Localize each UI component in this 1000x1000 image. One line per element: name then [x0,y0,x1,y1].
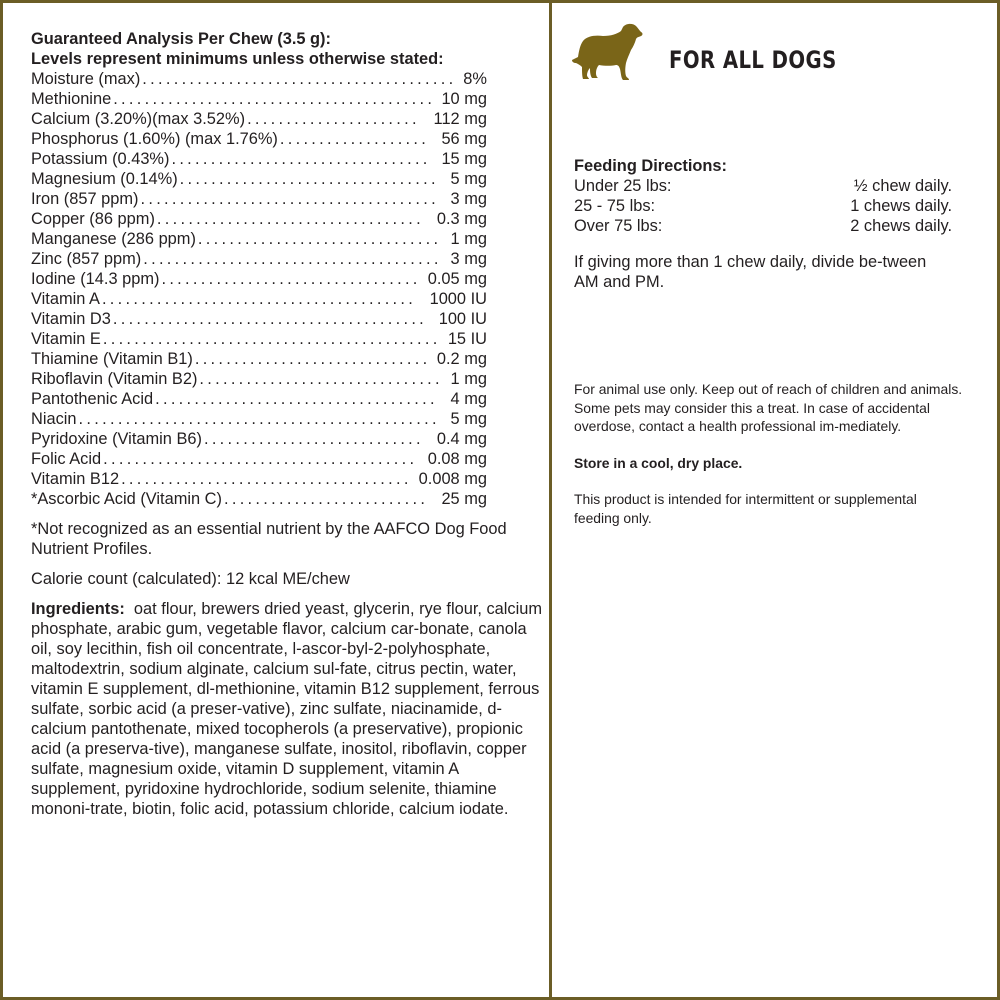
dot-leader: ................... [279,130,430,148]
intent-text: This product is intended for intermittent or supplemental feeding only. [574,491,917,526]
nutrient-label: Zinc (857 ppm) [31,250,142,268]
nutrient-value: 1000 IU [429,290,487,308]
nutrient-value: 5 mg [450,410,487,428]
analysis-row [31,69,487,89]
analysis-row [31,469,487,489]
nutrient-label: Phosphorus (1.60%) (max 1.76%) [31,130,278,148]
ingredients-label: Ingredients: [31,600,125,618]
analysis-row [31,189,487,209]
guaranteed-analysis-panel [31,29,546,819]
analysis-row [31,89,487,109]
nutrient-value: 0.08 mg [427,450,487,468]
dose: ½ chew daily. [853,177,952,195]
feeding-row [574,196,952,216]
nutrient-value: 15 mg [441,150,487,168]
feeding-note: If giving more than 1 chew daily, divide be-tween AM and PM. [574,253,927,291]
dot-leader: ........................................... [102,330,441,348]
analysis-row [31,109,487,129]
analysis-row [31,429,487,449]
nutrient-label: Pyridoxine (Vitamin B6) [31,430,202,448]
nutrient-value: 4 mg [450,390,487,408]
feeding-directions [574,156,952,292]
nutrient-value: 0.008 mg [418,470,487,488]
ingredients-block [31,599,546,819]
calorie-count: Calorie count (calculated): 12 kcal ME/chew [31,570,350,588]
analysis-row [31,169,487,189]
nutrient-label: Magnesium (0.14%) [31,170,178,188]
weight-range: 25 - 75 lbs: [574,197,656,215]
analysis-row [31,369,487,389]
analysis-row [31,409,487,429]
analysis-row [31,309,487,329]
nutrient-value: 100 IU [438,310,487,328]
nutrient-label: Folic Acid [31,450,102,468]
nutrient-value: 112 mg [433,110,487,128]
nutrient-label: Moisture (max) [31,70,141,88]
nutrient-label: Iron (857 ppm) [31,190,139,208]
dot-leader: ..................................... [121,470,412,488]
nutrient-label: Vitamin A [31,290,100,308]
dot-leader: ........................................ [103,450,418,468]
analysis-row [31,269,487,289]
nutrient-label: Copper (86 ppm) [31,210,155,228]
nutrient-label: Methionine [31,90,112,108]
nutrient-label: Pantothenic Acid [31,390,154,408]
feeding-table [574,176,952,236]
nutrient-label: *Ascorbic Acid (Vitamin C) [31,490,222,508]
storage-text: Store in a cool, dry place. [574,454,743,471]
weight-range: Under 25 lbs: [574,177,672,195]
analysis-table [31,69,546,509]
nutrient-label: Riboflavin (Vitamin B2) [31,370,198,388]
weight-range: Over 75 lbs: [574,217,663,235]
dot-leader: .............................. [194,350,431,368]
nutrient-value: 3 mg [450,250,487,268]
dot-leader: ......................................... [113,90,436,108]
warnings-block [574,380,964,545]
nutrient-value: 1 mg [450,370,487,388]
analysis-title: Guaranteed Analysis Per Chew (3.5 g): [31,30,331,48]
analysis-row [31,129,487,149]
nutrient-value: 0.05 mg [427,270,487,288]
dot-leader: ............................... [197,230,442,248]
dog-silhouette-icon [571,23,647,81]
analysis-row [31,489,487,509]
dot-leader: ...................................... [140,190,439,208]
analysis-row [31,149,487,169]
analysis-row [31,449,487,469]
analysis-row [31,349,487,369]
dose: 2 chews daily. [850,217,952,235]
dot-leader: ............................... [199,370,443,388]
nutrient-value: 0.2 mg [436,350,487,368]
nutrient-label: Potassium (0.43%) [31,150,170,168]
nutrient-label: Iodine (14.3 ppm) [31,270,160,288]
dot-leader: .............................................. [78,410,440,428]
nutrient-value: 10 mg [441,90,487,108]
nutrient-label: Vitamin B12 [31,470,120,488]
analysis-row [31,289,487,309]
analysis-row [31,229,487,249]
nutrient-label: Niacin [31,410,77,428]
dose: 1 chews daily. [850,197,952,215]
dot-leader: ........................................ [142,70,457,88]
nutrient-label: Manganese (286 ppm) [31,230,196,248]
dot-leader: ................................. [171,150,431,168]
feeding-row [574,176,952,196]
aafco-footnote: *Not recognized as an essential nutrient by the AAFCO Dog Food Nutrient Profiles. [31,520,507,558]
analysis-row [31,249,487,269]
dot-leader: ................................. [179,170,439,188]
feeding-title: Feeding Directions: [574,157,727,175]
ingredients-text: oat flour, brewers dried yeast, glycerin, rye flour, calcium phosphate, arabic gum, vegetable flavor, calcium car-bonate, canola oil, soy lecithin, fish oil concentrate, l-ascor-byl-2-polyhosphate, maltodextrin, sodium alginate, calcium sul-fate, citrus pectin, water, vitamin E supplement, dl-methionine, vitamin B12 supplement, ferrous sulfate, sorbic acid (a preser-vative), zinc sulfate, niacinamide, d-calcium pantothenate, mixed tocopherols (a preservative), propionic acid (a preserva-tive), manganese sulfate, inositol, riboflavin, copper sulfate, magnesium oxide, vitamin D supplement, vitamin A supplement, pyridoxine hydrochloride, sodium selenite, thiamine mononi-trate, biotin, folic acid, potassium chloride, calcium iodate. [31,600,543,818]
dot-leader: ........................................ [112,310,428,328]
dot-leader: ................................. [161,270,421,288]
nutrient-value: 5 mg [450,170,487,188]
nutrient-label: Vitamin E [31,330,101,348]
analysis-subtitle: Levels represent minimums unless otherwise stated: [31,50,444,68]
nutrient-value: 3 mg [450,190,487,208]
dot-leader: ........................................ [101,290,417,308]
dot-leader: .................................. [156,210,424,228]
analysis-row [31,209,487,229]
nutrient-value: 56 mg [441,130,487,148]
dot-leader: ...................................... [143,250,442,268]
nutrient-value: 0.4 mg [436,430,487,448]
nutrient-label: Vitamin D3 [31,310,111,328]
dot-leader: .......................... [223,490,429,508]
for-all-dogs-tagline: FOR ALL DOGS [669,46,837,74]
nutrient-value: 25 mg [441,490,487,508]
nutrient-label: Calcium (3.20%)(max 3.52%) [31,110,246,128]
nutrient-value: 1 mg [450,230,487,248]
analysis-row [31,329,487,349]
nutrient-label: Thiamine (Vitamin B1) [31,350,193,368]
caution-text: For animal use only. Keep out of reach of children and animals. Some pets may consider this a treat. In case of accidental overdose, contact a health professional im-mediately. [574,381,963,434]
nutrient-value: 8% [463,70,487,88]
feeding-row [574,216,952,236]
column-divider [549,0,552,1000]
dot-leader: ............................ [203,430,424,448]
dot-leader: ...................... [247,110,420,128]
dot-leader: .................................... [155,390,438,408]
analysis-row [31,389,487,409]
nutrient-value: 15 IU [447,330,487,348]
nutrient-value: 0.3 mg [436,210,487,228]
